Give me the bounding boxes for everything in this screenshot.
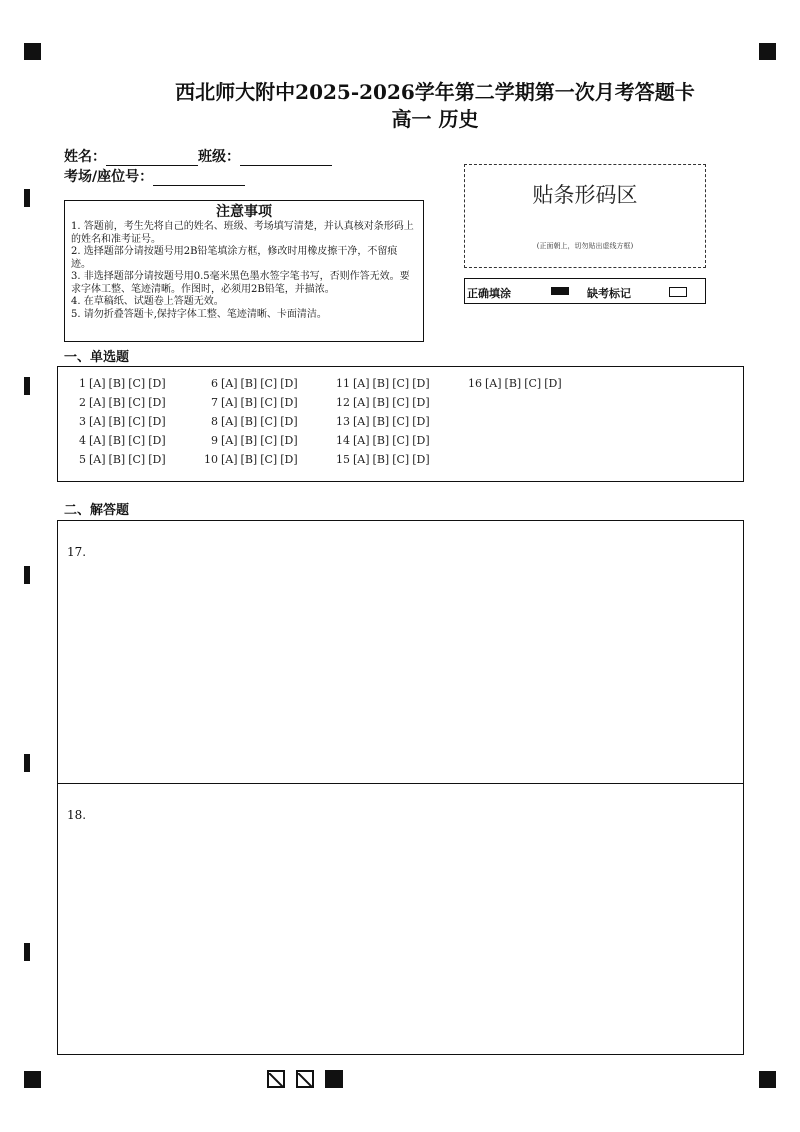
mc-option-bubble[interactable]: [B] [240,434,258,447]
mc-option-bubble[interactable]: [A] [89,453,106,466]
barcode-area [464,164,706,268]
mc-option-bubble[interactable]: [D] [280,434,298,447]
mc-option-bubble[interactable]: [B] [240,453,258,466]
mc-question-12 [334,396,433,409]
bottom-slash-mark [296,1070,314,1088]
registration-mark-top-right [759,43,776,60]
mc-option-bubble[interactable]: [D] [280,396,298,409]
mc-option-bubble[interactable]: [D] [544,377,562,390]
mc-question-number: 7 [211,396,218,409]
mc-question-number: 15 [336,453,350,466]
mc-option-bubble[interactable]: [C] [260,415,278,428]
mc-option-bubble[interactable]: [A] [89,396,106,409]
mc-option-bubble[interactable]: [D] [412,377,430,390]
mc-option-bubble[interactable]: [B] [372,396,390,409]
notice-title: 注意事项 [216,204,272,220]
mc-option-bubble[interactable]: [C] [128,434,146,447]
mc-option-bubble[interactable]: [D] [412,415,430,428]
mc-option-bubble[interactable]: [D] [148,453,166,466]
question-number: 17. [67,545,87,559]
timing-mark [24,943,30,961]
page-subtitle: 高一 历史 [391,107,479,131]
mc-option-bubble[interactable]: [A] [221,396,238,409]
mc-question-2 [70,396,169,409]
mc-question-14 [334,434,433,447]
mc-question-number: 8 [211,415,218,428]
mc-question-number: 14 [336,434,350,447]
mc-question-3 [70,415,169,428]
mc-question-number: 3 [79,415,86,428]
mc-question-16 [466,377,565,390]
mc-option-bubble[interactable]: [B] [372,377,390,390]
registration-mark-bottom-left [24,1071,41,1088]
timing-mark [24,566,30,584]
page-title: 西北师大附中2025-2026学年第二学期第一次月考答题卡 [175,80,695,104]
question-number: 18. [67,808,87,822]
mc-question-number: 16 [468,377,482,390]
mc-option-bubble[interactable]: [C] [128,377,146,390]
mc-option-bubble[interactable]: [A] [89,415,106,428]
mc-option-bubble[interactable]: [C] [392,434,410,447]
mc-option-bubble[interactable]: [C] [128,415,146,428]
mc-question-number: 11 [336,377,350,390]
mc-question-number: 6 [211,377,218,390]
mc-question-10 [202,453,301,466]
name-label: 姓名： [64,149,106,165]
mc-option-bubble[interactable]: [C] [128,396,146,409]
mc-question-number: 9 [211,434,218,447]
mc-option-bubble[interactable]: [A] [353,377,370,390]
answer-box-18[interactable] [57,783,744,1055]
notice-item: 5. 请勿折叠答题卡,保持字体工整、笔迹清晰、卡面清洁。 [71,308,327,320]
barcode-label: 贴条形码区 [532,183,638,207]
section-title-single-choice: 一、单选题 [64,350,130,365]
mc-option-bubble[interactable]: [D] [148,434,166,447]
mc-option-bubble[interactable]: [D] [412,434,430,447]
registration-mark-top-left [24,43,41,60]
class-label: 班级： [198,149,240,165]
mc-option-bubble[interactable]: [D] [148,396,166,409]
mc-option-bubble[interactable]: [B] [504,377,522,390]
seat-label: 考场/座位号： [64,169,154,185]
notice-box [64,200,424,342]
mc-option-bubble[interactable]: [A] [221,453,238,466]
notice-item: 1. 答题前，考生先将自己的姓名、班级、考场填写清楚，并认真核对条形码上的姓名和准考证号。 [71,221,414,245]
mc-option-bubble[interactable]: [D] [148,377,166,390]
mc-option-bubble[interactable]: [D] [412,453,430,466]
absent-mark-label: 缺考标记 [587,287,631,300]
mc-option-bubble[interactable]: [A] [353,434,370,447]
mc-option-bubble[interactable]: [B] [108,396,126,409]
mc-option-bubble[interactable]: [C] [392,453,410,466]
mc-question-number: 13 [336,415,350,428]
mc-option-bubble[interactable]: [C] [524,377,542,390]
mc-question-15 [334,453,433,466]
mc-question-7 [202,396,301,409]
mc-question-number: 10 [204,453,218,466]
notice-item: 2. 选择题部分请按题号用2B铅笔填涂方框，修改时用橡皮擦干净，不留痕迹。 [71,246,398,270]
timing-mark [24,189,30,207]
mc-option-bubble[interactable]: [C] [260,396,278,409]
timing-mark [24,754,30,772]
mc-option-bubble[interactable]: [B] [108,415,126,428]
mc-option-bubble[interactable]: [B] [108,434,126,447]
mc-question-number: 2 [79,396,86,409]
mc-option-bubble[interactable]: [C] [392,415,410,428]
answer-box-17[interactable] [57,520,744,784]
seat-field[interactable] [64,166,245,186]
mc-option-bubble[interactable]: [C] [128,453,146,466]
mc-question-5 [70,453,169,466]
mc-question-11 [334,377,433,390]
mc-option-bubble[interactable]: [A] [89,377,106,390]
mc-question-number: 5 [79,453,86,466]
mc-option-bubble[interactable]: [C] [392,377,410,390]
seat-line [153,171,245,186]
mc-option-bubble[interactable]: [A] [221,415,238,428]
mc-option-bubble[interactable]: [B] [240,377,258,390]
mc-option-bubble[interactable]: [A] [89,434,106,447]
mc-option-bubble[interactable]: [A] [353,415,370,428]
mc-option-bubble[interactable]: [B] [372,415,390,428]
timing-mark [24,377,30,395]
mc-question-8 [202,415,301,428]
correct-fill-sample [551,287,569,295]
correct-fill-label: 正确填涂 [467,287,511,300]
mc-option-bubble[interactable]: [D] [412,396,430,409]
mc-option-bubble[interactable]: [A] [353,396,370,409]
mc-option-bubble[interactable]: [A] [485,377,502,390]
name-field[interactable] [64,146,332,166]
mc-option-bubble[interactable]: [A] [221,434,238,447]
single-choice-area [57,366,744,482]
mc-question-4 [70,434,169,447]
bottom-slash-mark [267,1070,285,1088]
registration-mark-bottom-right [759,1071,776,1088]
mc-option-bubble[interactable]: [C] [392,396,410,409]
mc-option-bubble[interactable]: [B] [108,377,126,390]
mc-option-bubble[interactable]: [D] [148,415,166,428]
mc-option-bubble[interactable]: [C] [260,434,278,447]
mc-question-1 [70,377,169,390]
fill-legend [464,278,706,304]
mc-option-bubble[interactable]: [A] [221,377,238,390]
mc-question-number: 12 [336,396,350,409]
mc-option-bubble[interactable]: [B] [240,415,258,428]
mc-option-bubble[interactable]: [B] [108,453,126,466]
notice-item: 3. 非选择题部分请按题号用0.5毫米黑色墨水签字笔书写，否则作答无效。要求字体工整、笔迹清晰。作图时，必须用2B铅笔，并描浓。 [71,271,410,295]
mc-option-bubble[interactable]: [D] [280,415,298,428]
class-line [240,151,332,166]
mc-question-number: 1 [79,377,86,390]
mc-question-9 [202,434,301,447]
mc-option-bubble[interactable]: [B] [372,453,390,466]
mc-option-bubble[interactable]: [D] [280,377,298,390]
barcode-hint: (正面朝上，切勿贴出虚线方框) [536,242,634,250]
mc-option-bubble[interactable]: [A] [353,453,370,466]
mc-question-13 [334,415,433,428]
mc-option-bubble[interactable]: [C] [260,377,278,390]
section-title-answer: 二、解答题 [64,503,130,518]
notice-item: 4. 在草稿纸、试题卷上答题无效。 [71,296,224,307]
mc-option-bubble[interactable]: [B] [240,396,258,409]
mc-option-bubble[interactable]: [D] [280,453,298,466]
mc-question-number: 4 [79,434,86,447]
name-line [106,151,198,166]
mc-option-bubble[interactable]: [C] [260,453,278,466]
mc-option-bubble[interactable]: [B] [372,434,390,447]
mc-question-6 [202,377,301,390]
absent-mark-box[interactable] [669,287,687,297]
bottom-solid-mark [325,1070,343,1088]
